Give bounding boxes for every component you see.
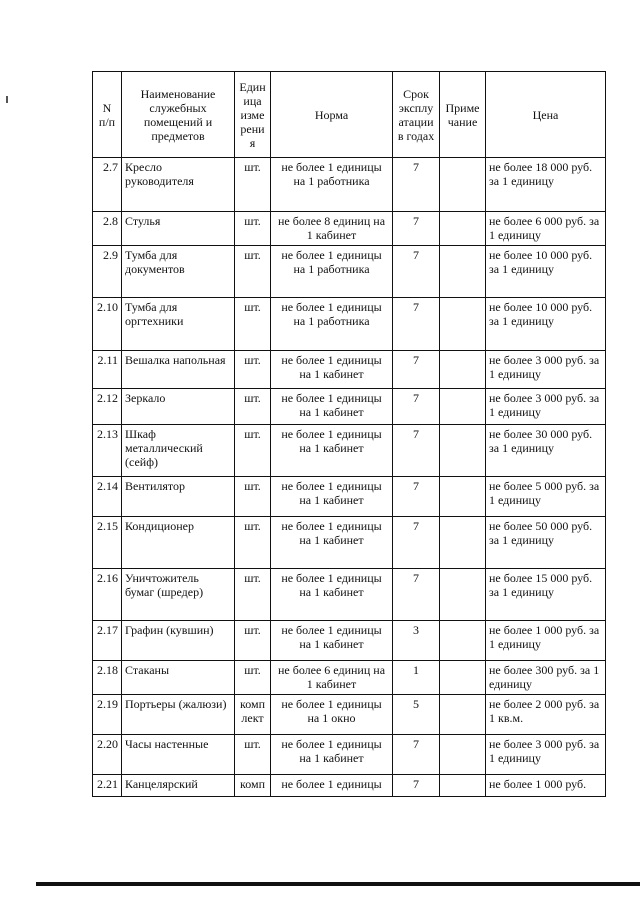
cell-num: 2.14 <box>93 477 122 517</box>
header-note: Приме чание <box>440 72 486 158</box>
cell-note <box>440 477 486 517</box>
cell-num: 2.10 <box>93 298 122 351</box>
cell-unit: шт. <box>235 621 271 661</box>
table-row <box>93 695 606 735</box>
cell-term: 3 <box>393 621 440 661</box>
cell-price: не более 1 000 руб. за 1 единицу <box>486 621 606 661</box>
cell-unit: шт. <box>235 158 271 212</box>
cell-price: не более 3 000 руб. за 1 единицу <box>486 351 606 389</box>
norms-table <box>92 71 606 797</box>
table-row <box>93 246 606 298</box>
table-row <box>93 351 606 389</box>
table-row <box>93 389 606 425</box>
cell-num: 2.13 <box>93 425 122 477</box>
cell-note <box>440 389 486 425</box>
table-row <box>93 735 606 775</box>
header-unit: Един ица изме рени я <box>235 72 271 158</box>
cell-num: 2.20 <box>93 735 122 775</box>
cell-norm: не более 1 единицы на 1 работника <box>271 298 393 351</box>
cell-note <box>440 351 486 389</box>
cell-num: 2.19 <box>93 695 122 735</box>
cell-note <box>440 298 486 351</box>
cell-unit: шт. <box>235 351 271 389</box>
cell-num: 2.9 <box>93 246 122 298</box>
cell-norm: не более 8 единиц на 1 кабинет <box>271 212 393 246</box>
cell-num: 2.21 <box>93 775 122 797</box>
cell-norm: не более 1 единицы на 1 кабинет <box>271 351 393 389</box>
cell-term: 7 <box>393 477 440 517</box>
cell-note <box>440 517 486 569</box>
cell-term: 7 <box>393 246 440 298</box>
cell-price: не более 15 000 руб. за 1 единицу <box>486 569 606 621</box>
cell-term: 1 <box>393 661 440 695</box>
cell-norm: не более 1 единицы на 1 кабинет <box>271 621 393 661</box>
cell-note <box>440 775 486 797</box>
cell-name: Стаканы <box>122 661 235 695</box>
cell-unit: шт. <box>235 477 271 517</box>
cell-name: Кондиционер <box>122 517 235 569</box>
cell-name: Уничтожитель бумаг (шредер) <box>122 569 235 621</box>
table-row <box>93 212 606 246</box>
cell-norm: не более 1 единицы на 1 кабинет <box>271 389 393 425</box>
cell-name: Стулья <box>122 212 235 246</box>
table-row <box>93 569 606 621</box>
cell-price: не более 3 000 руб. за 1 единицу <box>486 735 606 775</box>
cell-name: Вентилятор <box>122 477 235 517</box>
cell-term: 5 <box>393 695 440 735</box>
cell-price: не более 10 000 руб. за 1 единицу <box>486 298 606 351</box>
cell-name: Зеркало <box>122 389 235 425</box>
cell-price: не более 300 руб. за 1 единицу <box>486 661 606 695</box>
cell-norm: не более 1 единицы на 1 работника <box>271 246 393 298</box>
header-norm: Норма <box>271 72 393 158</box>
cell-name: Портьеры (жалюзи) <box>122 695 235 735</box>
cell-norm: не более 1 единицы на 1 кабинет <box>271 735 393 775</box>
cell-norm: не более 1 единицы <box>271 775 393 797</box>
cell-term: 7 <box>393 212 440 246</box>
cell-term: 7 <box>393 775 440 797</box>
cell-norm: не более 1 единицы на 1 кабинет <box>271 425 393 477</box>
cell-term: 7 <box>393 735 440 775</box>
cell-num: 2.16 <box>93 569 122 621</box>
header-name: Наименование служебных помещений и предметов <box>122 72 235 158</box>
cell-term: 7 <box>393 425 440 477</box>
cell-num: 2.7 <box>93 158 122 212</box>
cell-unit: шт. <box>235 212 271 246</box>
cell-norm: не более 1 единицы на 1 работника <box>271 158 393 212</box>
cell-num: 2.8 <box>93 212 122 246</box>
cell-num: 2.11 <box>93 351 122 389</box>
bottom-scan-edge <box>36 882 640 886</box>
cell-num: 2.15 <box>93 517 122 569</box>
cell-price: не более 6 000 руб. за 1 единицу <box>486 212 606 246</box>
cell-norm: не более 6 единиц на 1 кабинет <box>271 661 393 695</box>
cell-note <box>440 246 486 298</box>
cell-name: Шкаф металлический (сейф) <box>122 425 235 477</box>
cell-term: 7 <box>393 158 440 212</box>
cell-unit: шт. <box>235 569 271 621</box>
cell-price: не более 1 000 руб. <box>486 775 606 797</box>
cell-num: 2.17 <box>93 621 122 661</box>
cell-name: Кресло руководителя <box>122 158 235 212</box>
cell-norm: не более 1 единицы на 1 кабинет <box>271 569 393 621</box>
cell-note <box>440 158 486 212</box>
cell-norm: не более 1 единицы на 1 кабинет <box>271 517 393 569</box>
cell-name: Тумба для оргтехники <box>122 298 235 351</box>
table-row <box>93 661 606 695</box>
cell-note <box>440 621 486 661</box>
table-row <box>93 775 606 797</box>
table-row <box>93 517 606 569</box>
cell-unit: комп <box>235 775 271 797</box>
cell-name: Вешалка напольная <box>122 351 235 389</box>
cell-price: не более 10 000 руб. за 1 единицу <box>486 246 606 298</box>
cell-name: Канцелярский <box>122 775 235 797</box>
table-header-row <box>93 72 606 158</box>
cell-note <box>440 569 486 621</box>
cell-price: не более 2 000 руб. за 1 кв.м. <box>486 695 606 735</box>
cell-unit: шт. <box>235 517 271 569</box>
scan-mark <box>6 96 8 103</box>
table-row <box>93 425 606 477</box>
cell-num: 2.12 <box>93 389 122 425</box>
cell-note <box>440 735 486 775</box>
cell-norm: не более 1 единицы на 1 окно <box>271 695 393 735</box>
cell-note <box>440 212 486 246</box>
cell-note <box>440 695 486 735</box>
cell-term: 7 <box>393 298 440 351</box>
cell-price: не более 50 000 руб. за 1 единицу <box>486 517 606 569</box>
cell-unit: шт. <box>235 298 271 351</box>
cell-name: Графин (кувшин) <box>122 621 235 661</box>
cell-note <box>440 425 486 477</box>
cell-term: 7 <box>393 517 440 569</box>
cell-norm: не более 1 единицы на 1 кабинет <box>271 477 393 517</box>
cell-price: не более 3 000 руб. за 1 единицу <box>486 389 606 425</box>
cell-unit: шт. <box>235 735 271 775</box>
table-row <box>93 621 606 661</box>
cell-unit: шт. <box>235 661 271 695</box>
cell-term: 7 <box>393 389 440 425</box>
cell-price: не более 30 000 руб. за 1 единицу <box>486 425 606 477</box>
cell-num: 2.18 <box>93 661 122 695</box>
table-row <box>93 158 606 212</box>
cell-term: 7 <box>393 351 440 389</box>
cell-price: не более 18 000 руб. за 1 единицу <box>486 158 606 212</box>
cell-unit: шт. <box>235 246 271 298</box>
cell-unit: комп лект <box>235 695 271 735</box>
table-row <box>93 298 606 351</box>
header-term: Срок эксплу атации в годах <box>393 72 440 158</box>
cell-unit: шт. <box>235 425 271 477</box>
header-num: N п/п <box>93 72 122 158</box>
cell-term: 7 <box>393 569 440 621</box>
cell-price: не более 5 000 руб. за 1 единицу <box>486 477 606 517</box>
header-price: Цена <box>486 72 606 158</box>
cell-note <box>440 661 486 695</box>
cell-name: Тумба для документов <box>122 246 235 298</box>
cell-name: Часы настенные <box>122 735 235 775</box>
cell-unit: шт. <box>235 389 271 425</box>
table-row <box>93 477 606 517</box>
